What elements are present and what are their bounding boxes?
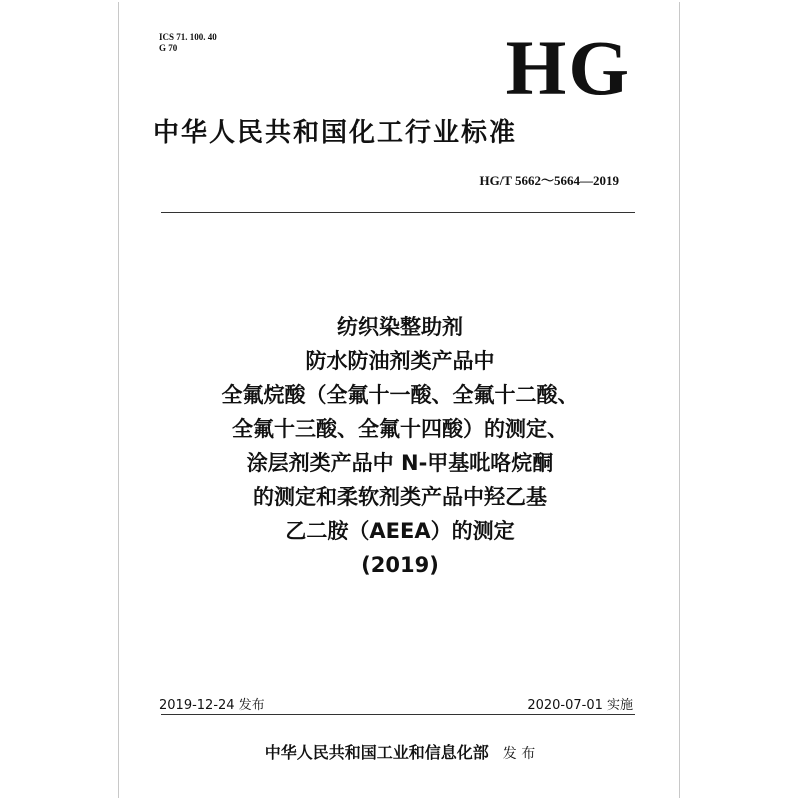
document-title bbox=[119, 310, 681, 582]
title-line: 涂层剂类产品中 N-甲基吡咯烷酮 bbox=[246, 451, 554, 475]
effective-date: 2020-07-01 实施 bbox=[527, 698, 633, 713]
bottom-divider bbox=[161, 714, 635, 715]
hg-logo: HG bbox=[505, 24, 631, 111]
title-line: 纺织染整助剂 bbox=[337, 315, 463, 339]
publisher-verb: 发 布 bbox=[502, 746, 536, 762]
title-year: (2019) bbox=[361, 553, 439, 577]
classification-codes bbox=[159, 32, 217, 54]
title-line: 乙二胺（AEEA）的测定 bbox=[285, 519, 515, 543]
top-divider bbox=[161, 212, 635, 213]
title-line: 的测定和柔软剂类产品中羟乙基 bbox=[253, 485, 547, 509]
standard-cover-page bbox=[118, 2, 680, 798]
publisher-line bbox=[119, 740, 681, 763]
ics-code: ICS 71. 100. 40 bbox=[159, 32, 217, 42]
title-line: 防水防油剂类产品中 bbox=[305, 349, 495, 373]
standard-number: HG/T 5662～5664—2019 bbox=[479, 173, 619, 188]
standard-category-title: 中华人民共和国化工行业标准 bbox=[153, 118, 518, 148]
ccs-code: G 70 bbox=[159, 43, 178, 53]
issue-date: 2019-12-24 发布 bbox=[159, 698, 265, 713]
publisher-name: 中华人民共和国工业和信息化部 bbox=[264, 743, 489, 762]
title-line: 全氟十三酸、全氟十四酸）的测定、 bbox=[232, 417, 568, 441]
title-line: 全氟烷酸（全氟十一酸、全氟十二酸、 bbox=[221, 383, 579, 407]
